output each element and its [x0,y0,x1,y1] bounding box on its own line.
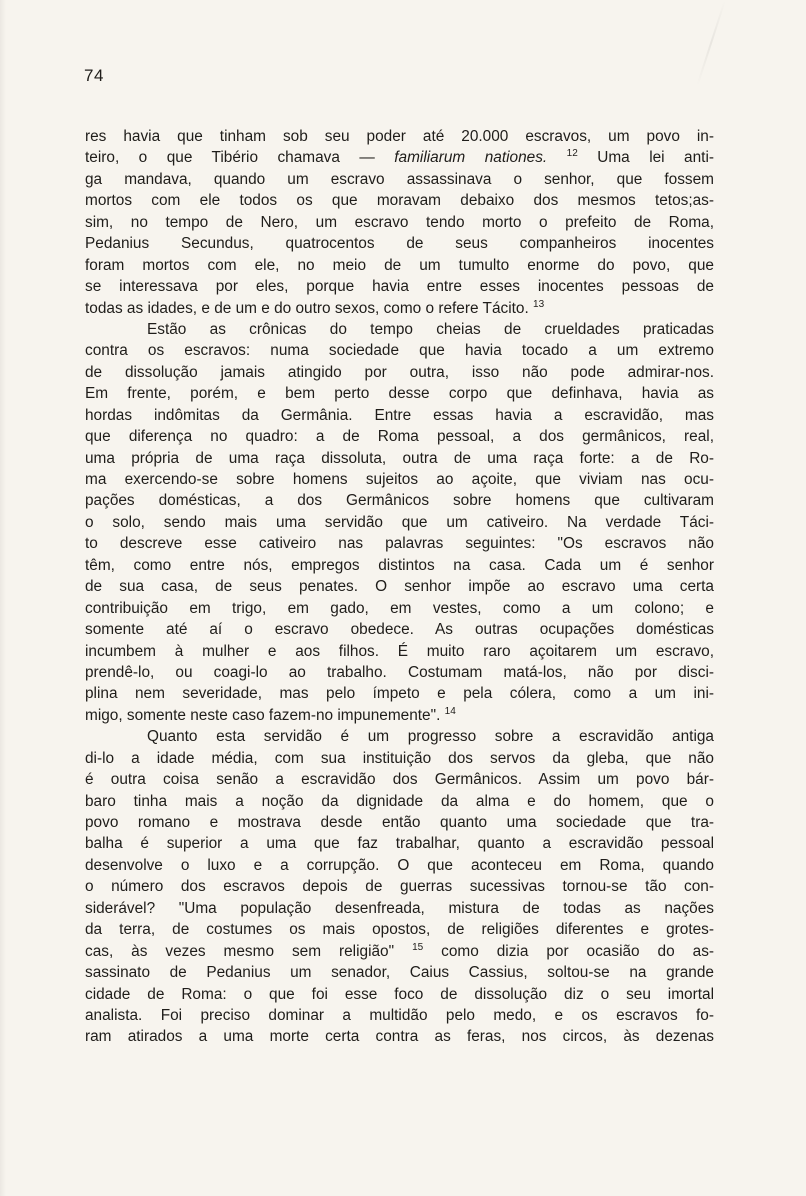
text-line: teiro, o que Tibério chamava — familiarum nationes. $^{12}$ Uma lei anti- [85,148,714,167]
text-line: têm, como entre nós, empregos distintos na casa. Cada um é senhor [85,556,714,574]
page-edge-shadow [0,0,6,1196]
text-line: foram mortos com ele, no meio de um tumulto enorme do povo, que [85,256,714,274]
text-line: plina nem severidade, mas pelo ímpeto e pela cólera, como a um ini- [85,685,714,703]
text-line: de dissolução jamais atingido por outra, isso não pode admirar-nos. [85,363,714,381]
text-line: o solo, sendo mais uma servidão que um cativeiro. Na verdade Táci- [85,513,714,531]
text-line: cidade de Roma: o que foi esse foco de dissolução diz o seu imortal [85,985,714,1003]
text-line: somente até aí o escravo obedece. As outras ocupações domésticas [85,621,714,639]
text-line: ram atirados a uma morte certa contra as feras, nos circos, às dezenas [85,1028,714,1046]
footnote-ref: 14 [444,705,456,717]
text-line: prendê-lo, ou coagi-lo ao trabalho. Costumam matá-los, não por disci- [85,663,714,681]
text-line: hordas indômitas da Germânia. Entre essas havia a escravidão, mas [85,406,714,424]
text-line: siderável? "Uma população desenfreada, mistura de todas as nações [85,899,714,917]
text-line: desenvolve o luxo e a corrupção. O que aconteceu em Roma, quando [85,856,714,874]
text-line: que diferença no quadro: a de Roma pessoal, a dos germânicos, real, [85,428,714,446]
text-line: di-lo a idade média, com sua instituição dos servos da gleba, que não [85,749,714,767]
text-line: pações domésticas, a dos Germânicos sobre homens que cultivaram [85,492,714,510]
text-line: ma exercendo-se sobre homens sujeitos ao açoite, que viviam nas ocu- [85,471,714,488]
text-line: de sua casa, de seus penates. O senhor impõe ao escravo uma certa [85,578,714,596]
text-line: se interessava por eles, porque havia entre esses inocentes pessoas de [85,278,714,296]
text-line: uma própria de uma raça dissoluta, outra de uma raça forte: a de Ro- [85,449,714,467]
text-line: migo, somente neste caso fazem-no impunemente". $^{14}$ [85,705,456,724]
text-line: cas, às vezes mesmo sem religião" $^{15}$ como dizia por ocasião do as- [85,941,715,960]
text-line: res havia que tinham sob seu poder até 20.000 escravos, um povo in- [85,128,714,145]
text-line: baro tinha mais a noção da dignidade da alma e do homem, que o [85,792,714,810]
text-line: o número dos escravos depois de guerras sucessivas tornou-se tão con- [85,878,714,896]
text-line: todas as idades, e de um e do outro sexos, como o refere Tácito. $^{13}$ [85,298,545,317]
text-line: balha é superior a uma que faz trabalhar, quanto a escravidão pessoal [85,835,714,853]
page-number: 74 [84,66,104,85]
text-line: analista. Foi preciso dominar a multidão pelo medo, e os escravos fo- [85,1006,714,1024]
text-line: to descreve esse cativeiro nas palavras seguintes: "Os escravos não [85,535,714,553]
text-line: mortos com ele todos os que moravam debaixo dos mesmos tetos;as- [85,192,714,210]
footnote-ref: 13 [533,298,545,310]
italic-phrase: familiarum nationes. [394,149,548,167]
paragraph-start-line: Estão as crônicas do tempo cheias de crueldades praticadas [147,320,714,338]
text-line: Pedanius Secundus, quatrocentos de seus companheiros inocentes [85,235,714,253]
paragraph-start-line: Quanto esta servidão é um progresso sobre a escravidão antiga [147,728,714,746]
text-line: povo romano e mostrava desde então quanto uma sociedade que tra- [85,814,714,831]
text-line: sim, no tempo de Nero, um escravo tendo morto o prefeito de Roma, [85,213,714,231]
text-line: ga mandava, quando um escravo assassinava o senhor, que fossem [85,170,714,188]
text-line: Em frente, porém, e bem perto desse corpo que definhava, havia as [85,385,714,403]
text-line: contribuição em trigo, em gado, em vestes, como a um colono; e [85,599,714,617]
text-line: contra os escravos: numa sociedade que havia tocado a um extremo [85,342,714,360]
text-line: da terra, de costumes os mais opostos, de religiões diferentes e grotes- [85,921,714,939]
footnote-ref: 15 [412,941,424,953]
text-line: incumbem à mulher e aos filhos. É muito raro açoitarem um escravo, [85,642,714,660]
footnote-ref: 12 [566,148,578,160]
text-line: é outra coisa senão a escravidão dos Germânicos. Assim um povo bár- [85,771,714,789]
text-line: sassinato de Pedanius um senador, Caius Cassius, soltou-se na grande [85,964,714,982]
paper-crease [696,0,726,86]
body-text [85,126,714,1048]
